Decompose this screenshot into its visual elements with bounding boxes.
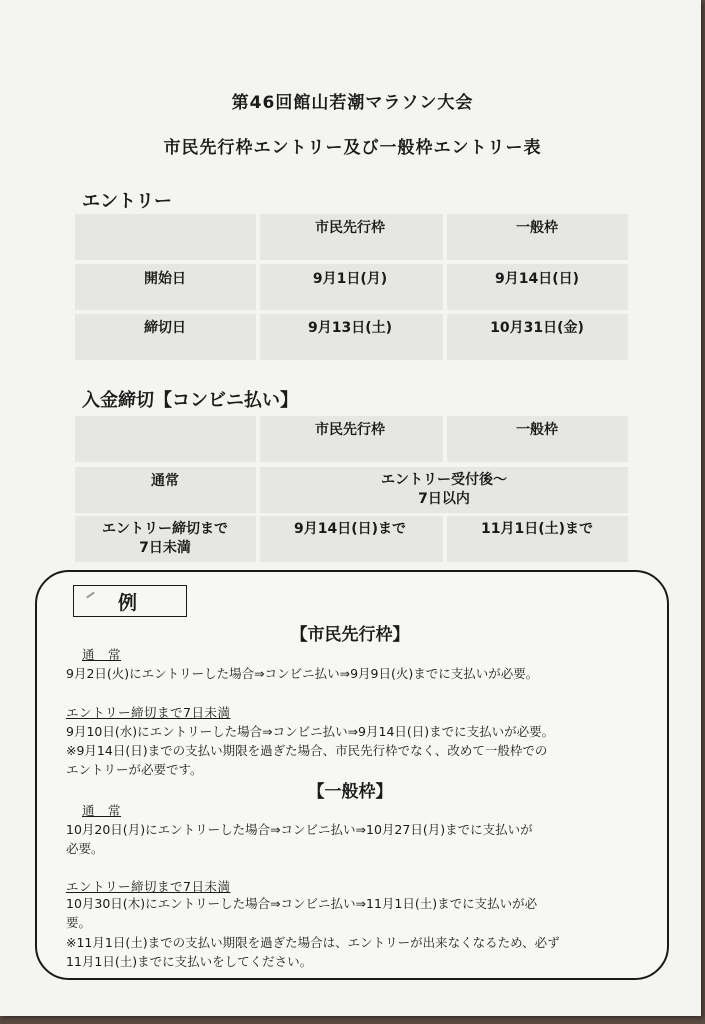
example-shimin-normal-sub: 通 常 — [82, 647, 122, 662]
entry-header-row — [75, 214, 628, 260]
example-ippan-late-sub: エントリー締切まで7日未満 — [66, 879, 231, 894]
payment-normal-label: 通常 — [151, 473, 179, 489]
payment-late-label-1: エントリー締切まで — [102, 521, 228, 537]
example-ippan-late-text-1: 10月30日(木)にエントリーした場合⇒コンビニ払い⇒11月1日(土)までに支払いが必 — [66, 896, 538, 911]
example-ippan-late-text-4: 11月1日(土)までに支払いをしてください。 — [66, 954, 313, 969]
entry-deadline-shimin: 9月13日(土) — [307, 320, 393, 336]
payment-late-label-2: 7日未満 — [139, 540, 191, 556]
entry-deadline-ippan: 10月31日(金) — [490, 320, 584, 336]
entry-header-shimin: 市民先行枠 — [315, 220, 385, 236]
payment-normal-value-1: エントリー受付後～ — [381, 472, 507, 488]
example-shimin-late-text-1: 9月10日(水)にエントリーした場合⇒コンビニ払い⇒9月14日(日)までに支払いが必要。 — [66, 724, 555, 739]
example-ippan-normal-text-2: 必要。 — [66, 841, 104, 856]
payment-section-heading: 入金締切【コンビニ払い】 — [82, 390, 298, 411]
example-label-box — [73, 585, 187, 617]
entry-start-shimin: 9月1日(月) — [312, 271, 388, 287]
entry-header-ippan: 一般枠 — [516, 220, 558, 236]
example-shimin-late-sub: エントリー締切まで7日未満 — [66, 705, 231, 720]
example-shimin-normal-text: 9月2日(火)にエントリーした場合⇒コンビニ払い⇒9月9日(火)までに支払いが必要。 — [66, 666, 539, 681]
payment-late-shimin: 9月14日(日)まで — [293, 521, 407, 537]
example-ippan-heading: 【一般枠】 — [307, 782, 393, 802]
entry-row-start — [75, 264, 628, 310]
document-subtitle: 市民先行枠エントリー及び一般枠エントリー表 — [163, 138, 542, 158]
example-ippan-late-text-3: ※11月1日(土)までの支払い期限を過ぎた場合は、エントリーが出来なくなるため、必ず — [66, 935, 560, 950]
example-shimin-late-text-3: エントリーが必要です。 — [66, 762, 203, 777]
document-title: 第46回館山若潮マラソン大会 — [231, 93, 474, 113]
payment-header-ippan: 一般枠 — [516, 422, 558, 438]
entry-section-heading: エントリー — [82, 191, 172, 212]
payment-header-shimin: 市民先行枠 — [315, 422, 385, 438]
payment-late-ippan: 11月1日(土)まで — [480, 521, 594, 537]
entry-start-ippan: 9月14日(日) — [494, 271, 580, 287]
example-shimin-late-text-2: ※9月14日(日)までの支払い期限を過ぎた場合、市民先行枠でなく、改めて一般枠での — [66, 743, 548, 758]
entry-deadline-label: 締切日 — [144, 320, 186, 336]
payment-row-late — [75, 516, 628, 562]
entry-row-deadline — [75, 314, 628, 360]
payment-normal-value-2: 7日以内 — [418, 491, 470, 507]
example-shimin-heading: 【市民先行枠】 — [290, 625, 410, 645]
example-label: 例 — [118, 592, 138, 614]
example-ippan-normal-text-1: 10月20日(月)にエントリーした場合⇒コンビニ払い⇒10月27日(月)までに支払いが — [66, 822, 533, 837]
example-ippan-normal-sub: 通 常 — [82, 803, 122, 818]
pen-mark-icon — [86, 592, 95, 599]
example-ippan-late-text-2: 要。 — [66, 915, 92, 930]
entry-start-label: 開始日 — [144, 271, 186, 287]
payment-row-normal — [75, 467, 628, 513]
payment-header-row — [75, 416, 628, 462]
